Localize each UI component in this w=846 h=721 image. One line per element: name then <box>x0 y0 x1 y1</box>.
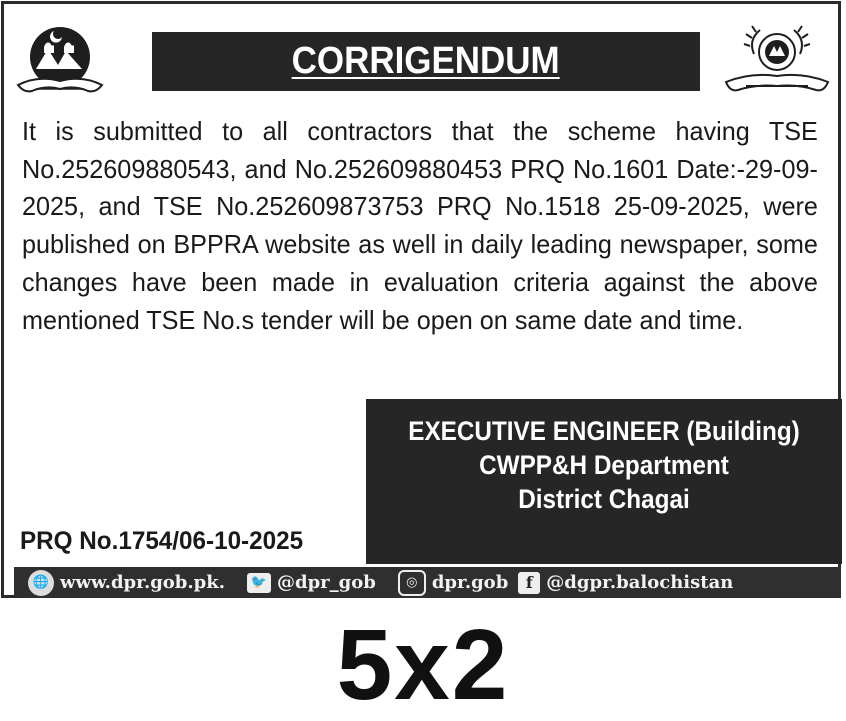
signatory-district: District Chagai <box>518 484 690 514</box>
twitter-icon: 🐦 <box>247 573 271 593</box>
facebook-icon: f <box>518 572 540 594</box>
signatory-department: CWPP&H Department <box>479 450 729 480</box>
ad-title: CORRIGENDUM <box>291 40 561 82</box>
facebook-handle[interactable]: @dgpr.balochistan <box>546 572 734 593</box>
corrigendum-body: It is submitted to all contractors that the scheme having TSE No.252609880543, and No.252609880453 PRQ No.1601 Date:-29-09-2025, and TSE No.252609873753 PRQ No.1518 25-09-2025, were published on BPPRA website as well in daily leading newspaper, some changes have been made in evaluation criteria against the above mentioned TSE No.s tender will be open on same date and time. <box>22 118 818 335</box>
footer-instagram <box>398 570 508 596</box>
footer-bar <box>14 567 841 598</box>
twitter-handle[interactable]: @dpr_gob <box>276 572 376 593</box>
prq-number: PRQ No.1754/06-10-2025 <box>20 527 304 555</box>
title-banner <box>152 32 700 91</box>
balochistan-govt-emblem-icon <box>14 19 106 101</box>
instagram-icon: ◎ <box>398 570 426 596</box>
signatory-title: EXECUTIVE ENGINEER (Building) <box>408 416 800 446</box>
dgpr-balochistan-emblem-icon <box>718 20 836 104</box>
globe-icon: 🌐 <box>28 570 54 596</box>
website-link[interactable]: www.dpr.gob.pk. <box>60 572 225 593</box>
footer-website <box>28 570 225 596</box>
instagram-handle[interactable]: dpr.gob <box>431 572 509 593</box>
advertisement <box>1 1 841 598</box>
ad-size-label: 5x2 <box>336 609 510 721</box>
footer-facebook <box>518 572 733 594</box>
footer-twitter <box>247 572 376 593</box>
signatory-block <box>366 399 842 564</box>
